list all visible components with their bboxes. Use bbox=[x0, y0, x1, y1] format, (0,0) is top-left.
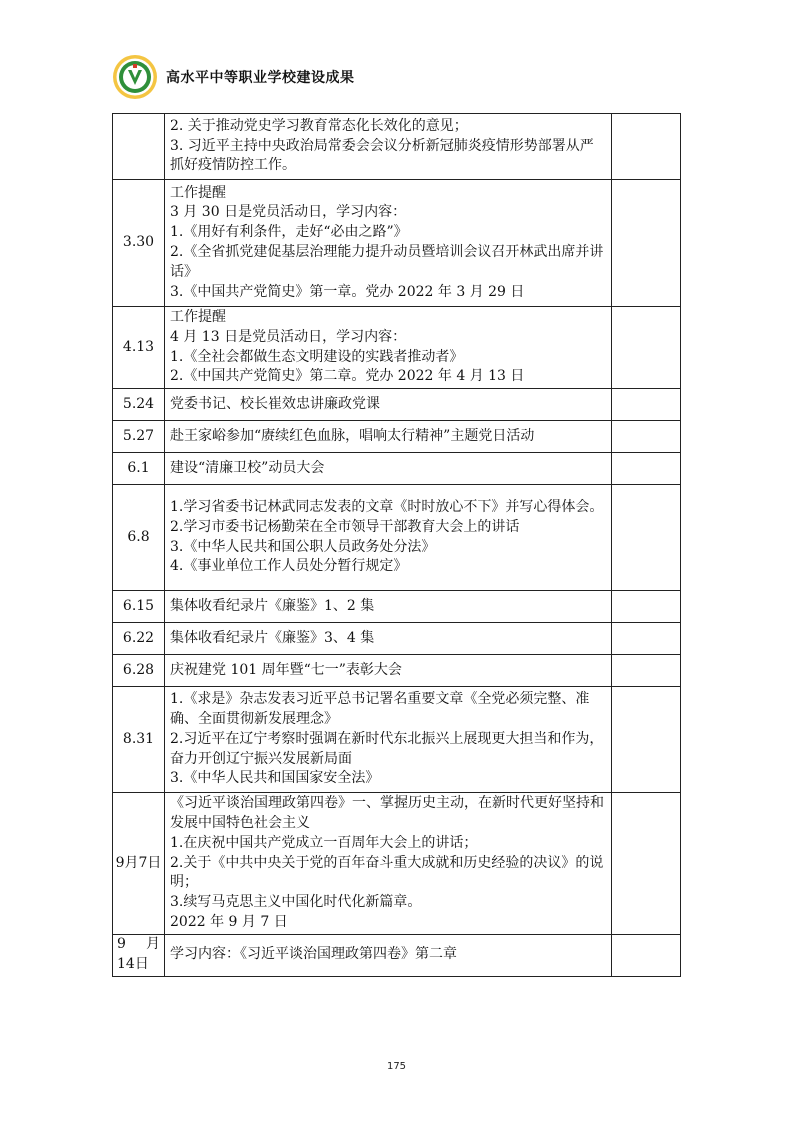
note-cell bbox=[612, 421, 681, 453]
content-cell bbox=[165, 623, 612, 655]
content-line: 1.学习省委书记林武同志发表的文章《时时放心不下》并写心得体会。 bbox=[170, 499, 604, 516]
table-row bbox=[113, 623, 681, 655]
table-row bbox=[113, 453, 681, 485]
note-cell bbox=[612, 623, 681, 655]
content-line: 4 月 13 日是党员活动日，学习内容： bbox=[170, 328, 407, 345]
content-line: 工作提醒 bbox=[170, 184, 226, 201]
note-cell bbox=[612, 591, 681, 623]
content-cell bbox=[165, 793, 612, 935]
content-line: 3.续写马克思主义中国化时代化新篇章。 bbox=[170, 894, 422, 911]
note-cell bbox=[612, 687, 681, 793]
date-text: 9月7日 bbox=[115, 854, 162, 871]
content-line: 2.《全省抓党建促基层治理能力提升动员暨培训会议召开林武出席并讲话》 bbox=[170, 244, 604, 280]
date-cell bbox=[113, 655, 165, 687]
table-row bbox=[113, 687, 681, 793]
note-cell bbox=[612, 453, 681, 485]
date-line: 14日 bbox=[117, 956, 149, 973]
date-cell bbox=[113, 180, 165, 307]
content-cell bbox=[165, 180, 612, 307]
date-cell bbox=[113, 453, 165, 485]
content-line: 3.《中国共产党简史》第一章。党办 2022 年 3 月 29 日 bbox=[170, 283, 525, 300]
content-cell bbox=[165, 453, 612, 485]
content-line: 《习近平谈治国理政第四卷》一、掌握历史主动，在新时代更好坚持和发展中国特色社会主义 bbox=[170, 795, 604, 831]
content-line: 1.《全社会都做生态文明建设的实践者推动者》 bbox=[170, 348, 464, 365]
date-cell bbox=[113, 389, 165, 421]
table-row bbox=[113, 793, 681, 935]
content-line: 1.《求是》杂志发表习近平总书记署名重要文章《全党必须完整、准确、全面贯彻新发展理念》 bbox=[170, 691, 590, 727]
note-cell bbox=[612, 180, 681, 307]
content-line: 1.在庆祝中国共产党成立一百周年大会上的讲话； bbox=[170, 834, 478, 851]
date-text: 4.13 bbox=[122, 338, 155, 355]
content-line: 3.《中华人民共和国公职人员政务处分法》 bbox=[170, 538, 436, 555]
table-row bbox=[113, 389, 681, 421]
date-text: 6.8 bbox=[127, 528, 150, 545]
content-line: 1.《用好有利条件，走好“必由之路”》 bbox=[170, 224, 408, 241]
date-cell bbox=[113, 307, 165, 389]
content-line: 集体收看纪录片《廉鉴》1、2 集 bbox=[170, 597, 375, 614]
table-row bbox=[113, 180, 681, 307]
content-line: 3. 习近平主持中央政治局常委会会议分析新冠肺炎疫情形势部署从严抓好疫情防控工作。 bbox=[170, 137, 594, 174]
content-cell bbox=[165, 591, 612, 623]
content-line: 建设“清廉卫校”动员大会 bbox=[170, 459, 325, 476]
note-cell bbox=[612, 793, 681, 935]
page-number: 175 bbox=[386, 1061, 407, 1072]
date-line bbox=[115, 935, 162, 955]
content-cell bbox=[165, 485, 612, 591]
content-line: 庆祝建党 101 周年暨“七一”表彰大会 bbox=[170, 661, 402, 678]
date-cell bbox=[113, 114, 165, 180]
content-cell bbox=[165, 114, 612, 180]
content-cell bbox=[165, 389, 612, 421]
school-emblem-icon bbox=[112, 54, 158, 100]
table-row bbox=[113, 114, 681, 180]
content-line: 2022 年 9 月 7 日 bbox=[170, 913, 288, 930]
date-cell bbox=[113, 591, 165, 623]
date-cell bbox=[113, 421, 165, 453]
date-cell bbox=[113, 934, 165, 976]
content-line: 3 月 30 日是党员活动日，学习内容： bbox=[170, 204, 407, 221]
content-cell bbox=[165, 421, 612, 453]
table-row bbox=[113, 655, 681, 687]
date-cell bbox=[113, 485, 165, 591]
content-line: 4.《事业单位工作人员处分暂行规定》 bbox=[170, 558, 408, 575]
date-text: 6.1 bbox=[127, 459, 150, 476]
date-text: 8.31 bbox=[122, 730, 155, 747]
date-text: 6.15 bbox=[122, 597, 155, 614]
date-text: 3.30 bbox=[122, 234, 155, 251]
date-text: 5.24 bbox=[122, 395, 155, 412]
date-cell bbox=[113, 623, 165, 655]
content-line: 2. 关于推动党史学习教育常态化长效化的意见； bbox=[170, 117, 468, 134]
date-text: 5.27 bbox=[122, 427, 155, 444]
date-part: 月 bbox=[146, 936, 160, 953]
content-line: 赴王家峪参加“赓续红色血脉，唱响太行精神”主题党日活动 bbox=[170, 427, 535, 444]
header-title: 高水平中等职业学校建设成果 bbox=[166, 70, 355, 86]
content-cell bbox=[165, 307, 612, 389]
note-cell bbox=[612, 934, 681, 976]
note-cell bbox=[612, 389, 681, 421]
table-row bbox=[113, 485, 681, 591]
note-cell bbox=[612, 485, 681, 591]
content-line: 2.学习市委书记杨勤荣在全市领导干部教育大会上的讲话 bbox=[170, 518, 520, 535]
content-line: 学习内容：《习近平谈治国理政第四卷》第二章 bbox=[170, 946, 457, 963]
table-row bbox=[113, 421, 681, 453]
content-line: 工作提醒 bbox=[170, 309, 226, 325]
date-cell bbox=[113, 793, 165, 935]
content-line: 2.习近平在辽宁考察时强调在新时代东北振兴上展现更大担当和作为，奋力开创辽宁振兴发展新局面 bbox=[170, 730, 604, 767]
date-cell bbox=[113, 687, 165, 793]
content-cell bbox=[165, 934, 612, 976]
content-line: 集体收看纪录片《廉鉴》3、4 集 bbox=[170, 629, 375, 646]
content-line: 2.关于《中共中央关于党的百年奋斗重大成就和历史经验的决议》的说明； bbox=[170, 854, 604, 891]
note-cell bbox=[612, 655, 681, 687]
date-text: 6.28 bbox=[122, 661, 155, 678]
content-cell bbox=[165, 655, 612, 687]
date-text: 6.22 bbox=[122, 629, 155, 646]
content-line: 党委书记、校长崔效忠讲廉政党课 bbox=[170, 395, 380, 412]
note-cell bbox=[612, 307, 681, 389]
content-line: 3.《中华人民共和国国家安全法》 bbox=[170, 770, 380, 787]
activity-table bbox=[112, 113, 681, 977]
content-cell bbox=[165, 687, 612, 793]
table-row bbox=[113, 934, 681, 976]
content-line: 2.《中国共产党简史》第二章。党办 2022 年 4 月 13 日 bbox=[170, 368, 525, 385]
table-row bbox=[113, 307, 681, 389]
table-row bbox=[113, 591, 681, 623]
page-header bbox=[112, 52, 355, 102]
date-part: 9 bbox=[117, 936, 126, 953]
note-cell bbox=[612, 114, 681, 180]
